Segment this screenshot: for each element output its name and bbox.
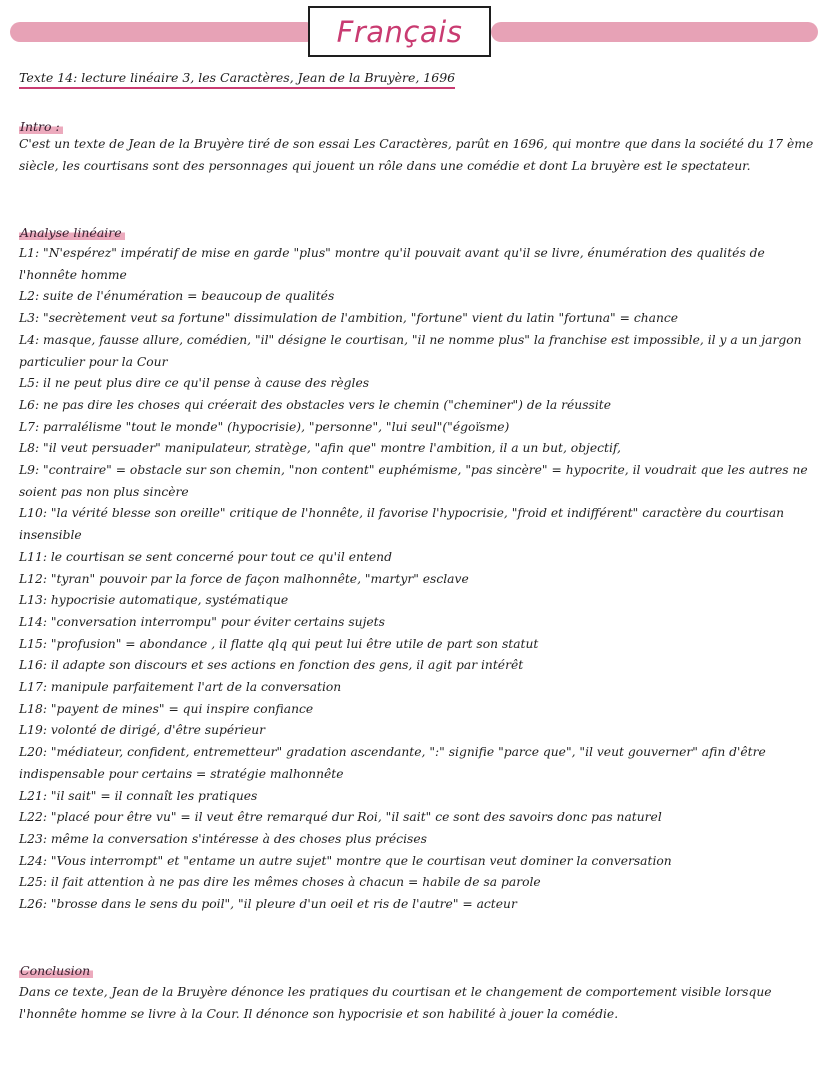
analyse-line-18: L18: "payent de mines" = qui inspire confiance [19, 701, 314, 716]
analyse-line-24: L24: "Vous interrompt" et "entame un autre sujet" montre que le courtisan veut dominer la conversation [19, 853, 672, 868]
analyse-line-20: L20: "médiateur, confident, entremetteur" gradation ascendante, ":" signifie "parce que", "il veut gouverner" afin d'être indispensable pour certains = stratégie malhonnête [19, 745, 766, 781]
page-title: Français [336, 14, 463, 49]
conclusion-paragraph: Dans ce texte, Jean de la Bruyère dénonce les pratiques du courtisan et le changement de comportement visible lorsque l'honnête homme se livre à la Cour. Il dénonce son hypocrisie et son habilité à jouer la comédie. [19, 985, 772, 1021]
analyse-line-25: L25: il fait attention à ne pas dire les mêmes choses à chacun = habile de sa parole [19, 875, 541, 890]
analyse-line-6: L6: ne pas dire les choses qui créerait des obstacles vers le chemin ("cheminer") de la réussite [19, 397, 611, 412]
analyse-line-5: L5: il ne peut plus dire ce qu'il pense à cause des règles [19, 376, 370, 391]
analyse-line-11: L11: le courtisan se sent concerné pour tout ce qu'il entend [19, 549, 392, 564]
analyse-line-3: L3: "secrètement veut sa fortune" dissimulation de l'ambition, "fortune" vient du latin "fortuna" = chance [19, 311, 679, 326]
analyse-line-2: L2: suite de l'énumération = beaucoup de qualités [19, 289, 335, 304]
analyse-line-22: L22: "placé pour être vu" = il veut être remarqué dur Roi, "il sait" ce sont des savoirs donc pas naturel [19, 810, 662, 825]
analyse-line-8: L8: "il veut persuader" manipulateur, stratège, "afin que" montre l'ambition, il a un but, objectif, [19, 441, 621, 456]
analyse-line-9: L9: "contraire" = obstacle sur son chemin, "non content" euphémisme, "pas sincère" = hypocrite, il voudrait que les autres ne soient pas non plus sincère [19, 463, 808, 499]
analyse-line-4: L4: masque, fausse allure, comédien, "il" désigne le courtisan, "il ne nomme plus" la franchise est impossible, il y a un jargon particulier pour la Cour [19, 332, 802, 369]
analyse-line-14: L14: "conversation interrompu" pour éviter certains sujets [19, 614, 385, 629]
analyse-line-7: L7: parralélisme "tout le monde" (hypocrisie), "personne", "lui seul"("égoïsme) [19, 419, 510, 434]
document-subtitle: Texte 14: lecture linéaire 3, les Caractères, Jean de la Bruyère, 1696 [19, 70, 455, 89]
analyse-list [19, 243, 814, 916]
conclusion-heading: Conclusion [19, 964, 93, 978]
analyse-line-1: L1: "N'espérez" impératif de mise en garde "plus" montre qu'il pouvait avant qu'il se livre, énumération des qualités de l'honnête homme [19, 246, 765, 282]
analyse-line-10: L10: "la vérité blesse son oreille" critique de l'honnête, il favorise l'hypocrisie, "froid et indifférent" caractère du courtisan insensible [19, 506, 785, 543]
analyse-line-13: L13: hypocrisie automatique, systématique [19, 593, 289, 608]
intro-paragraph: C'est un texte de Jean de la Bruyère tiré de son essai Les Caractères, parût en 1696, qui montre que dans la société du 17 ème siècle, les courtisans sont des personnages qui jouent un rôle dans une comédie et dont La bruyère est le spectateur. [19, 137, 814, 173]
analyse-line-15: L15: "profusion" = abondance , il flatte qlq qui peut lui être utile de part son statut [19, 636, 539, 651]
analyse-heading: Analyse linéaire [19, 226, 125, 240]
analyse-line-16: L16: il adapte son discours et ses actions en fonction des gens, il agit par intérêt [19, 658, 524, 673]
intro-heading: Intro : [19, 120, 63, 134]
analyse-line-23: L23: même la conversation s'intéresse à des choses plus précises [19, 831, 427, 846]
analyse-line-12: L12: "tyran" pouvoir par la force de façon malhonnête, "martyr" esclave [19, 571, 469, 586]
header-bar-right [491, 22, 818, 42]
analyse-line-19: L19: volonté de dirigé, d'être supérieur [19, 723, 266, 738]
title-box [308, 6, 491, 57]
analyse-line-21: L21: "il sait" = il connaît les pratiques [19, 788, 258, 803]
analyse-line-26: L26: "brosse dans le sens du poil", "il pleure d'un oeil et ris de l'autre" = acteur [19, 897, 517, 912]
header-bar-left [10, 22, 316, 42]
analyse-line-17: L17: manipule parfaitement l'art de la conversation [19, 680, 342, 695]
